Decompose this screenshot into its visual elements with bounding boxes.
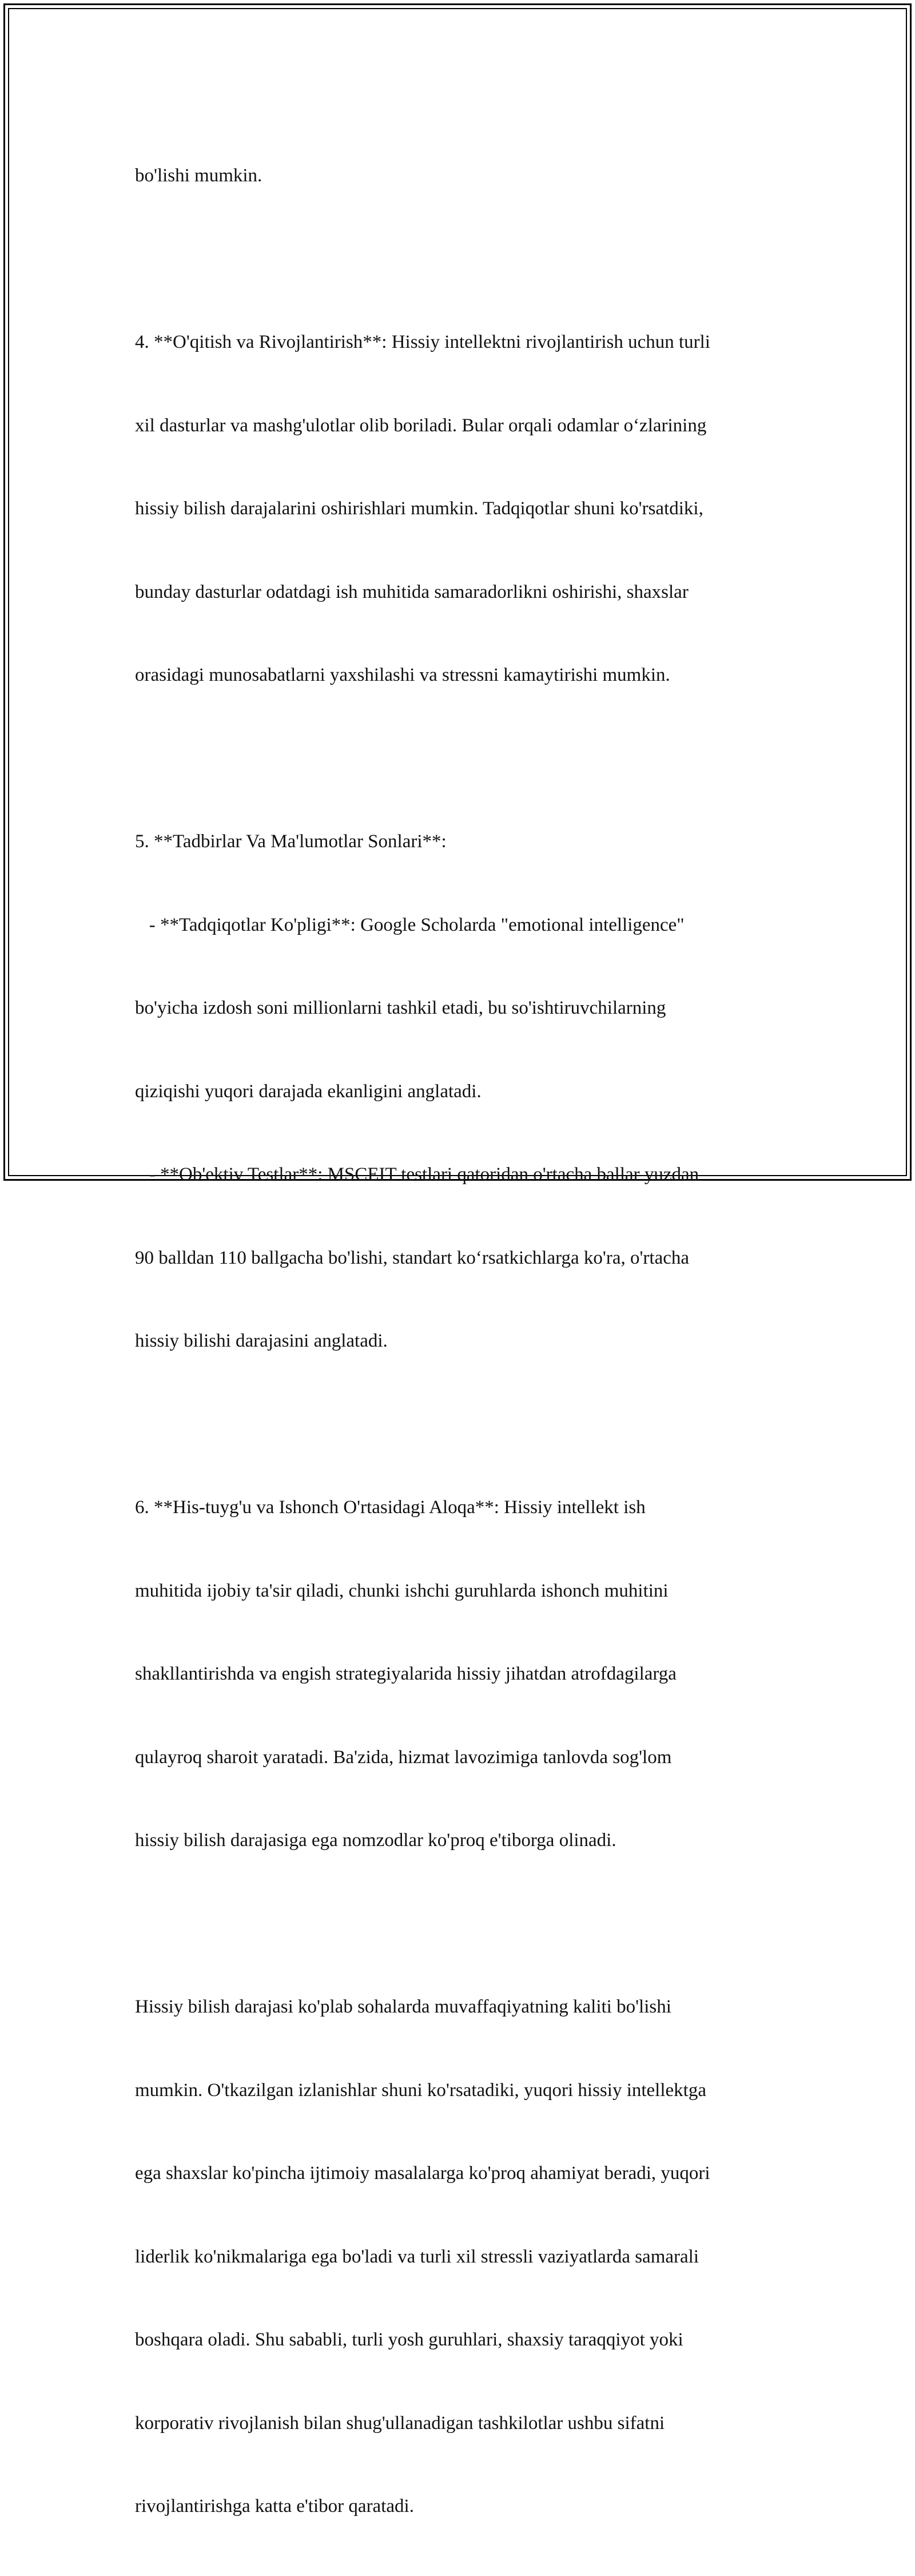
paragraph-item-5 <box>135 772 787 1411</box>
text-line: hissiy bilish darajalarini oshirishlari mumkin. Tadqiqotlar shuni ko'rsatdiki, <box>135 498 703 519</box>
text-line: 6. **His-tuyg'u va Ishonch O'rtasidagi Aloqa**: Hissiy intellekt ish <box>135 1497 646 1518</box>
text-line: 4. **O'qitish va Rivojlantirish**: Hissiy intellektni rivojlantirish uchun turli <box>135 332 710 352</box>
text-line: bunday dasturlar odatdagi ish muhitida samaradorlikni oshirishi, shaxslar <box>135 581 689 602</box>
text-line: boshqara oladi. Shu sababli, turli yosh guruhlari, shaxsiy taraqqiyot yoki <box>135 2329 683 2350</box>
text-line: Hissiy bilish darajasi ko'plab sohalarda muvaffaqiyatning kaliti bo'lishi <box>135 1997 671 2017</box>
document-body <box>135 106 787 2576</box>
text-line: mumkin. O'tkazilgan izlanishlar shuni ko'rsatadiki, yuqori hissiy intellektga <box>135 2079 706 2101</box>
text-line: qulayroq sharoit yaratadi. Ba'zida, hizmat lavozimiga tanlovda sog'lom <box>135 1747 672 1768</box>
text-line: liderlik ko'nikmalariga ega bo'ladi va turli xil stressli vaziyatlarda samarali <box>135 2246 699 2267</box>
text-line: orasidagi munosabatlarni yaxshilashi va stressni kamaytirishi mumkin. <box>135 665 670 685</box>
text-line: 90 balldan 110 ballgacha bo'lishi, standart ko‘rsatkichlarga ko'ra, o'rtacha <box>135 1247 690 1268</box>
paragraph-gap <box>135 1411 787 1439</box>
paragraph-item-6 <box>135 1438 787 1910</box>
paragraph-item-4 <box>135 273 787 745</box>
paragraph-gap <box>135 1910 787 1938</box>
text-line: bo'lishi mumkin. <box>135 165 262 186</box>
text-line: qiziqishi yuqori darajada ekanligini anglatadi. <box>135 1081 482 1102</box>
paragraph-gap <box>135 745 787 773</box>
text-line: 5. **Tadbirlar Va Ma'lumotlar Sonlari**: <box>135 831 447 852</box>
text-line: hissiy bilish darajasiga ega nomzodlar ko'proq e'tiborga olinadi. <box>135 1830 616 1851</box>
paragraph-conclusion <box>135 1938 787 2576</box>
text-line: shakllantirishda va engish strategiyalarida hissiy jihatdan atrofdagilarga <box>135 1664 677 1684</box>
text-line: korporativ rivojlanish bilan shug'ullanadigan tashkilotlar ushbu sifatni <box>135 2412 665 2434</box>
paragraph-intro-fragment <box>135 106 787 245</box>
paragraph-gap <box>135 245 787 273</box>
text-line: - **Ob'ektiv Testlar**: MSCEIT testlari qatoridan o'rtacha ballar yuzdan <box>135 1164 699 1185</box>
text-line: xil dasturlar va mashg'ulotlar olib boriladi. Bular orqali odamlar o‘zlarining <box>135 415 707 436</box>
text-line: muhitida ijobiy ta'sir qiladi, chunki ishchi guruhlarda ishonch muhitini <box>135 1580 669 1601</box>
text-line: hissiy bilishi darajasini anglatadi. <box>135 1331 388 1351</box>
text-line: rivojlantirishga katta e'tibor qaratadi. <box>135 2496 414 2517</box>
text-line: ega shaxslar ko'pincha ijtimoiy masalalarga ko'proq ahamiyat beradi, yuqori <box>135 2163 710 2184</box>
text-line: bo'yicha izdosh soni millionlarni tashkil etadi, bu so'ishtiruvchilarning <box>135 998 666 1018</box>
text-line: - **Tadqiqotlar Ko'pligi**: Google Scholarda "emotional intelligence" <box>135 914 685 935</box>
